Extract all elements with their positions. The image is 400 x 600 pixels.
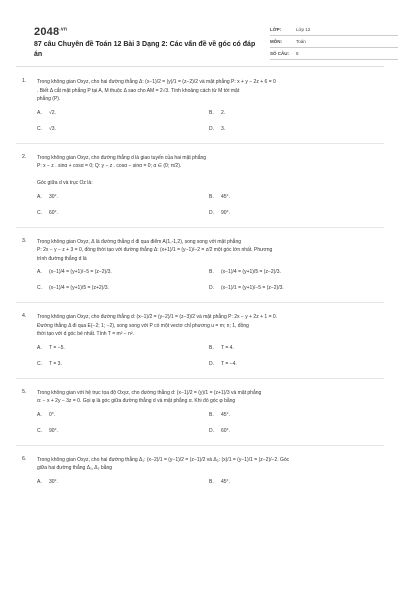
option-letter: B. [209,193,214,200]
option-letter: D. [209,125,214,132]
question-number: 2. [22,153,27,160]
question-list [16,78,384,485]
info-row-count [270,48,398,60]
question-item [16,154,384,216]
answer-options [37,110,384,132]
info-value: Toán [296,39,306,44]
option-letter: A. [37,269,42,275]
header-divider [16,66,384,67]
option-text: √3. [49,125,56,132]
question-number: 4. [22,313,27,319]
question-line: Trong không gian Oxyz, cho hai đường thẳng Δ: (x−1)/2 = (y)/1 = (z−2)/2 và mặt phẳng P: x + y − 2z + 6 = 0 [37,79,276,85]
option-letter: B. [209,478,214,485]
info-value: 8 [296,51,299,56]
question-line: P: 2x − y − z + 3 = 0, đồng thời tạo với đường thẳng Δ: (x+1)/1 = (y−1)/−2 = z/2 một góc lớn nhất. Phương [37,247,273,253]
question-line: Đường thẳng Δ đi qua E(−2; 1; −2), song song với P có một vectơ chỉ phương u = m; n; 1, đồng [37,322,249,329]
answer-option[interactable] [37,479,209,485]
option-letter: D. [209,427,214,434]
question-text [37,238,384,264]
option-letter: C. [37,209,42,216]
option-letter: A. [37,411,42,418]
question-line: Góc giữa d và trục Oz là: [37,180,93,186]
option-text: 45°. [221,478,230,485]
question-line: Trong không gian với hệ trục tọa độ Oxyz, cho đường thẳng d: (x−1)/2 = (y)/1 = (z+1)/3 và mặt phẳng [37,389,262,396]
option-text: T = 4. [221,344,234,351]
answer-option[interactable] [209,269,381,275]
info-value: Lớp 12 [296,27,311,32]
answer-options [37,479,384,485]
answer-option[interactable] [209,361,381,367]
question-number: 3. [22,237,27,244]
option-text: (x−1)/4 = (y+1)/−5 = (z−2)/3. [49,269,112,275]
option-text: 90°. [221,209,230,216]
question-line: P: x − z . sinα + cosα = 0; Q: y − z . cosα − sinα = 0; α ∈ (0; π/2). [37,163,182,169]
answer-option[interactable] [209,412,381,418]
option-letter: D. [209,360,214,367]
answer-option[interactable] [37,428,209,434]
answer-option[interactable] [37,194,209,200]
option-letter: A. [37,478,42,485]
answer-options [37,269,384,291]
option-text: T = −5. [49,344,65,351]
option-text: (x−1)/1 = (y+1)/−5 = (z−2)/3. [221,285,284,291]
option-letter: B. [209,109,214,116]
option-letter: D. [209,285,214,291]
document-title: 87 câu Chuyên đề Toán 12 Bài 3 Dạng 2: Các vấn đề về góc có đáp án [34,41,256,58]
answer-option[interactable] [209,210,381,216]
question-divider [16,378,384,379]
answer-option[interactable] [209,479,381,485]
option-letter: B. [209,344,214,351]
question-line: Trong không gian Oxyz, Δ là đường thẳng d đi qua điểm A(1,-1,2), song song với mặt phẳng [37,238,242,245]
question-line: phẳng (P). [37,96,61,102]
question-line: trình đường thẳng d là [37,255,87,262]
question-number: 1. [22,78,27,84]
answer-option[interactable] [209,428,381,434]
answer-options [37,412,384,434]
question-text [37,154,384,188]
option-text: 60°. [221,427,230,434]
logo-suffix: .vn [59,26,68,33]
question-item [16,78,384,132]
option-letter: C. [37,125,42,132]
site-logo[interactable] [34,26,67,38]
info-key: SỐ CÂU: [270,51,289,56]
option-letter: A. [37,193,42,200]
question-text [37,78,384,104]
question-line: thời tạo với d góc bé nhất. Tính T = m² − n². [37,331,134,337]
question-line [37,171,384,180]
answer-option[interactable] [209,345,381,351]
info-row-subject [270,36,398,48]
question-item [16,389,384,434]
option-text: 3. [221,125,226,132]
question-divider [16,445,384,446]
answer-option[interactable] [209,285,381,291]
question-line: α: − x + 2y − 3z = 0. Gọi φ là góc giữa đường thẳng d và mặt phẳng α. Khi đó góc φ bằng [37,398,236,404]
option-text: 45°. [221,193,230,200]
option-text: T = −4. [221,360,237,367]
option-letter: A. [37,109,42,116]
info-row-class [270,24,398,36]
question-divider [16,227,384,228]
question-text [37,313,384,339]
question-line: Trong không gian Oxyz, cho đường thẳng d: (x−1)/2 = (y−2)/1 = (z−3)/2 và mặt phẳng P: 2x − y + 2z + 1 = 0. [37,314,278,320]
answer-option[interactable] [209,110,381,116]
question-line: giữa hai đường thẳng Δ₁, Δ₂ bằng [37,465,113,471]
answer-option[interactable] [37,210,209,216]
option-letter: C. [37,285,42,291]
answer-option[interactable] [37,126,209,132]
question-number: 6. [22,455,27,462]
option-letter: B. [209,411,214,418]
answer-option[interactable] [37,269,209,275]
option-text: 2. [221,109,226,116]
question-line: . Biết Δ cắt mặt phẳng P tại A, M thuộc Δ sao cho AM = 2√3. Tính khoảng cách từ M tới mặt [37,87,240,94]
answer-option[interactable] [37,110,209,116]
option-text: (x−1)/4 = (y+1)/5 = (z−2)/3. [221,269,281,275]
option-letter: D. [209,209,214,216]
option-letter: C. [37,427,42,434]
option-text: (x−1)/4 = (y+1)/5 = (z+2)/3. [49,285,109,291]
question-item [16,456,384,485]
option-letter: A. [37,344,42,351]
option-text: 90°. [49,427,58,434]
answer-option[interactable] [37,345,209,351]
option-text: T = 3. [49,360,62,367]
answer-option[interactable] [37,361,209,367]
option-letter: B. [209,269,214,275]
document-header [18,10,386,70]
answer-options [37,345,384,367]
option-text: 0°. [49,411,56,418]
question-text [37,456,384,473]
info-box [270,24,398,60]
option-letter: C. [37,360,42,367]
question-divider [16,143,384,144]
option-text: 45°. [221,411,230,418]
question-divider [16,302,384,303]
question-line: Trong không gian Oxyz, cho đường thẳng d là giao tuyến của hai mặt phẳng [37,154,207,161]
info-key: LỚP: [270,27,282,32]
option-text: 60°. [49,209,58,216]
answer-option[interactable] [209,126,381,132]
question-item [16,238,384,292]
answer-option[interactable] [209,194,381,200]
answer-option[interactable] [37,285,209,291]
question-text [37,389,384,406]
option-text: 30°. [49,193,58,200]
info-key: MÔN: [270,39,282,44]
question-line: Trong không gian Oxyz, cho hai đường thẳng Δ₁: (x−2)/1 = (y−1)/2 = (z−1)/2 và Δ₂: (x)/1 = (y−1)/1 = (z−2)/−2. Góc [37,456,290,463]
question-number: 5. [22,388,27,395]
answer-option[interactable] [37,412,209,418]
option-text: 30°. [49,478,58,485]
answer-options [37,194,384,216]
logo-text: 2048 [34,26,60,38]
option-text: √2. [49,109,56,116]
question-item [16,313,384,367]
